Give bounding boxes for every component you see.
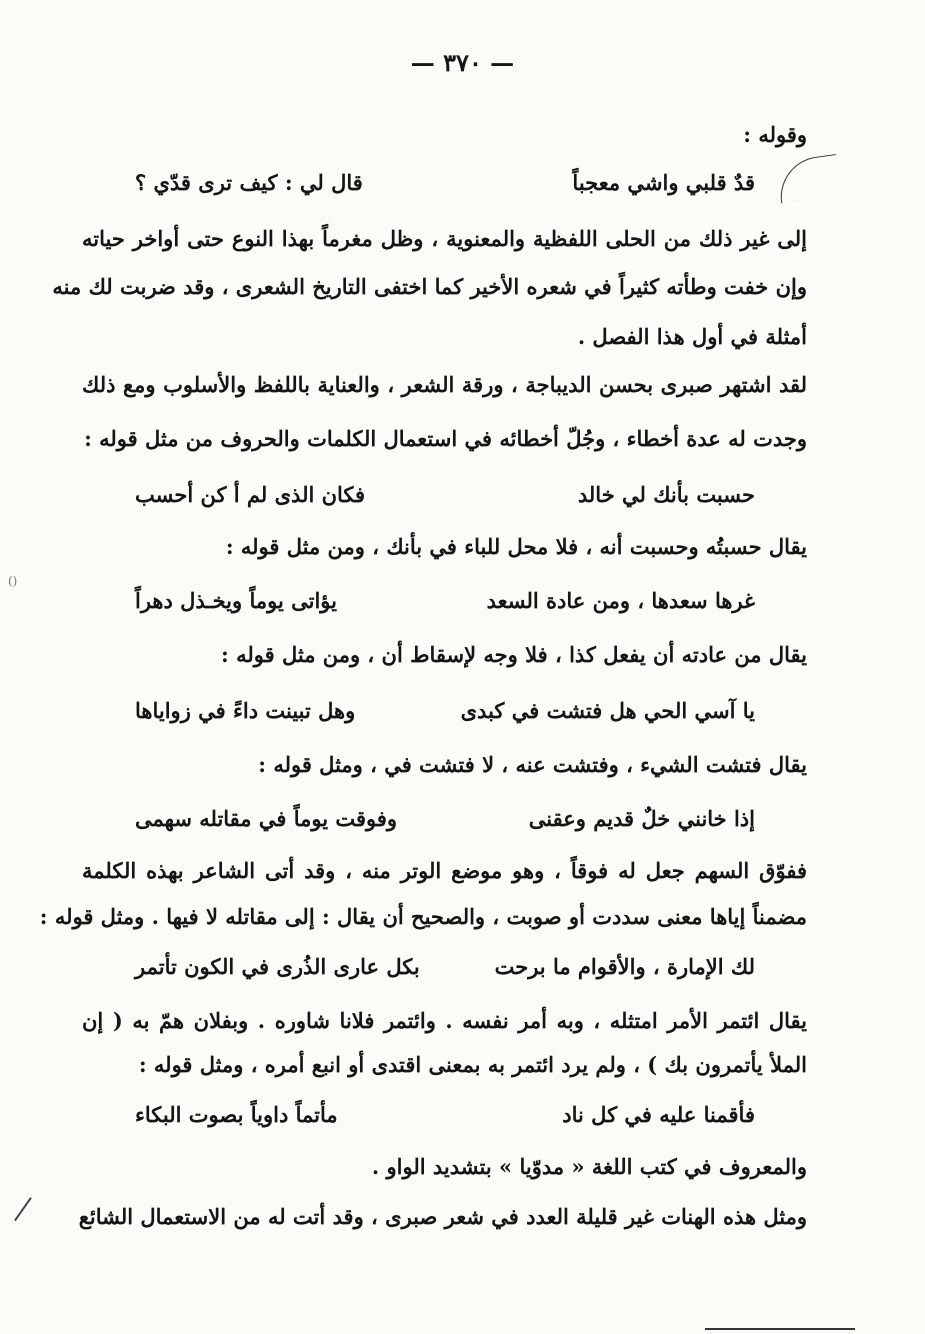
prose-line: ففوّق السهم جعل له فوقاً ، وهو موضع الوتر منه ، وقد أتى الشاعر بهذه الكلمة — [82, 858, 807, 883]
prose-line: أمثلة في أول هذا الفصل . — [577, 324, 807, 349]
prose-line: مضمناً إياها معنى سددت أو صوبت ، والصحيح أن يقال : إلى مقاتله لا فيها . ومثل قوله : — [39, 904, 807, 929]
prose-line: ومثل هذه الهنات غير قليلة العدد في شعر صبرى ، وقد أتت له من الاستعمال الشائع — [78, 1204, 807, 1229]
prose-line: يقال من عادته أن يفعل كذا ، فلا وجه لإسقاط أن ، ومن مثل قوله : — [221, 642, 807, 667]
prose-line: يقال ائتمر الأمر امتثله ، وبه أمر نفسه . وائتمر فلانا شاوره . وبفلان همّ به ( إن — [82, 1008, 807, 1033]
verse-line — [135, 696, 755, 726]
verse-second-hemistich: قال لي : كيف ترى قدّي ؟ — [135, 170, 363, 195]
prose-line: إلى غير ذلك من الحلى اللفظية والمعنوية ، وظل مغرماً بهذا النوع حتى أواخر حياته — [82, 226, 807, 251]
verse-second-hemistich: وهل تبينت داءً في زواياها — [135, 698, 356, 723]
verse-second-hemistich: مأتماً داوياً بصوت البكاء — [135, 1102, 338, 1127]
verse-line — [135, 952, 755, 982]
verse-first-hemistich: غرها سعدها ، ومن عادة السعد — [486, 588, 755, 613]
verse-first-hemistich: فأقمنا عليه في كل ناد — [562, 1102, 755, 1127]
verse-second-hemistich: بكل عارى الذُرى في الكون تأتمر — [135, 954, 420, 979]
prose-line: والمعروف في كتب اللغة « مدوّيا » بتشديد الواو . — [371, 1154, 807, 1179]
verse-first-hemistich: قدٌ قلبي واشي معجباً — [572, 170, 755, 195]
verse-line — [135, 480, 755, 510]
verse-first-hemistich: حسبت بأنك لي خالد — [577, 482, 755, 507]
prose-line: يقال حسبتُه وحسبت أنه ، فلا محل للباء في بأنك ، ومن مثل قوله : — [225, 534, 807, 559]
verse-first-hemistich: إذا خانني خلٌ قديم وعقنى — [528, 806, 755, 831]
verse-first-hemistich: لك الإمارة ، والأقوام ما برحت — [494, 954, 755, 979]
prose-line: لقد اشتهر صبرى بحسن الديباجة ، ورقة الشعر ، والعناية باللفظ والأسلوب ومع ذلك — [82, 372, 807, 397]
margin-slash-mark — [14, 1197, 31, 1221]
verse-second-hemistich: فكان الذى لم أ كن أحسب — [135, 482, 366, 507]
verse-second-hemistich: وفوقت يوماً في مقاتله سهمى — [135, 806, 398, 831]
prose-line: وإن خفت وطأته كثيراً في شعره الأخير كما اختفى التاريخ الشعرى ، وقد ضربت لك منه — [52, 274, 807, 299]
prose-line: الملأ يأتمرون بك ) ، ولم يرد ائتمر به بمعنى اقتدى أو انبع أمره ، ومثل قوله : — [138, 1052, 807, 1077]
verse-first-hemistich: يا آسي الحي هل فتشت في كبدى — [460, 698, 755, 723]
intro-line: وقوله : — [743, 122, 807, 147]
verse-line — [135, 168, 755, 198]
verse-second-hemistich: يؤاتى يوماً ويخـذل دهراً — [135, 588, 337, 613]
prose-line: يقال فتشت الشيء ، وفتشت عنه ، لا فتشت في ، ومثل قوله : — [258, 752, 807, 777]
prose-line: وجدت له عدة أخطاء ، وجُلّ أخطائه في استعمال الكلمات والحروف من مثل قوله : — [84, 426, 807, 451]
verse-line — [135, 1100, 755, 1130]
verse-line — [135, 804, 755, 834]
page-number: — ٣٧٠ — — [410, 48, 515, 77]
margin-glyph: () — [8, 574, 18, 588]
margin-arc-mark — [775, 154, 841, 203]
footer-rule — [705, 1328, 855, 1330]
verse-line — [135, 586, 755, 616]
